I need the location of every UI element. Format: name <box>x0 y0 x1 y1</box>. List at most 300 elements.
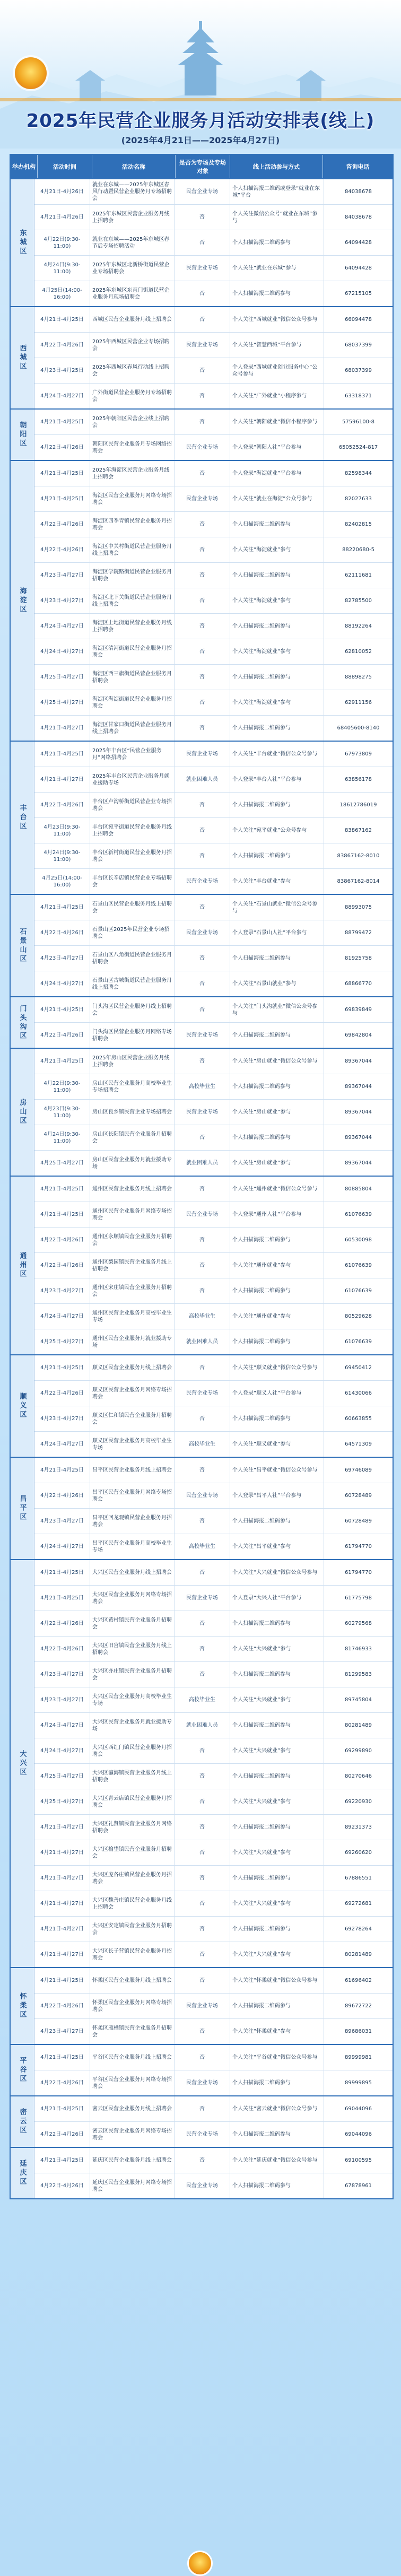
table-row <box>34 664 393 690</box>
event-time: 4月23日-4月27日 <box>34 2019 90 2044</box>
event-name: 就业在东城——2025年东城区春节后专场招聘活动 <box>90 230 175 255</box>
target-group: 否 <box>175 230 230 255</box>
event-time: 4月22日-4月26日 <box>34 2122 90 2147</box>
event-name: 房山区民营企业服务月就业援助专场 <box>90 1151 175 1176</box>
target-group: 否 <box>175 1125 230 1150</box>
event-time: 4月21日-4月25日 <box>34 1355 90 1380</box>
table-row <box>34 461 393 486</box>
contact-phone: 68037399 <box>345 368 372 373</box>
table-row <box>34 1380 393 1406</box>
event-name: 延庆区民营企业服务月网络专场招聘会 <box>90 2173 175 2198</box>
event-name: 海淀区清河街道民营企业服务月招聘会 <box>90 639 175 664</box>
event-name: 丰台区宛平街道民营企业服务月线上招聘会 <box>90 818 175 843</box>
event-name: 密云区民营企业服务月线上招聘会 <box>90 2096 175 2121</box>
event-name: 海淀区海淀街道民营企业服务月招聘会 <box>90 690 175 715</box>
contact-phone: 82027633 <box>345 496 372 502</box>
contact-phone: 88898275 <box>345 674 372 680</box>
participation-method: 个人关注微信公众号“就业在东城”参与 <box>230 205 324 230</box>
event-time: 4月25日-4月27日 <box>34 1764 90 1789</box>
event-name: 大兴区榆垡镇民营企业服务月招聘会 <box>90 1840 175 1865</box>
event-time: 4月24日-4月27日 <box>34 384 90 408</box>
contact-phone: 61696402 <box>345 1978 372 1983</box>
event-time: 4月24日-4月27日 <box>34 1432 90 1457</box>
event-name: 石景山区古城街道民营企业服务月线上招聘会 <box>90 971 175 996</box>
contact-phone: 61076639 <box>345 1288 372 1294</box>
event-name: 海淀区学院路街道民营企业服务月招聘会 <box>90 563 175 588</box>
event-name: 石景山区2025年民营企业专场招聘会 <box>90 920 175 945</box>
participation-method: 个人扫描海报二维码参与 <box>230 1713 324 1738</box>
target-group: 否 <box>175 716 230 741</box>
table-row <box>34 1942 393 1967</box>
table-row <box>34 588 393 613</box>
district-group <box>11 1354 393 1457</box>
contact-phone: 18612786019 <box>339 802 377 808</box>
header-time: 活动时间 <box>38 155 92 178</box>
hero-banner <box>0 0 401 149</box>
participation-method: 个人关注“顺义就业”参与 <box>230 1432 324 1457</box>
target-group: 否 <box>175 690 230 715</box>
event-time: 4月22日-4月26日 <box>34 1228 90 1252</box>
participation-method: 个人扫描海报二维码参与 <box>230 1866 324 1891</box>
table-row <box>34 997 393 1022</box>
district-group <box>11 2147 393 2198</box>
event-time: 4月24日-4月27日 <box>34 1304 90 1329</box>
participation-method: 个人扫描海报二维码参与 <box>230 230 324 255</box>
event-name: 大兴区黄村镇民营企业服务月招聘会 <box>90 1611 175 1636</box>
target-group: 否 <box>175 1662 230 1687</box>
event-time: 4月22日-4月26日 <box>34 1611 90 1636</box>
target-group: 就业困难人员 <box>175 1329 230 1354</box>
contact-phone: 89672722 <box>345 2003 372 2009</box>
event-time: 4月21日-4月25日 <box>34 1202 90 1227</box>
table-row <box>34 1355 393 1380</box>
participation-method: 个人关注“房山就业”微信公众号参与 <box>230 1049 324 1074</box>
event-name: 大兴区民营企业服务月网络专场招聘会 <box>90 1586 175 1611</box>
target-group: 民营企业专场 <box>175 920 230 945</box>
event-time: 4月23日(9:30-11:00) <box>34 1100 90 1125</box>
participation-method: 个人登录“大兴人社”平台参与 <box>230 1586 324 1611</box>
target-group: 民营企业专场 <box>175 1381 230 1406</box>
event-name: 就业在东城——2025年东城区春风行动暨民营企业服务月专场招聘会 <box>90 179 175 204</box>
contact-phone: 83867162 <box>345 828 372 833</box>
participation-method: 个人扫描海报二维码或登录“就业在东城”平台 <box>230 179 324 204</box>
table-row <box>34 1636 393 1661</box>
event-time: 4月23日-4月27日 <box>34 563 90 588</box>
contact-phone: 80885804 <box>345 1186 372 1192</box>
table-body <box>11 178 393 2198</box>
contact-phone: 89367044 <box>345 1109 372 1115</box>
event-time: 4月23日-4月27日 <box>34 1278 90 1303</box>
event-name: 大兴区民营企业服务月就业援助专场 <box>90 1713 175 1738</box>
event-name: 海淀区甘家口街道民营企业服务月线上招聘会 <box>90 716 175 741</box>
participation-method: 个人扫描海报二维码参与 <box>230 1125 324 1150</box>
target-group: 否 <box>175 384 230 408</box>
event-time: 4月23日-4月27日 <box>34 1687 90 1712</box>
contact-phone: 89367044 <box>345 1160 372 1166</box>
district-group <box>11 1559 393 1967</box>
event-name: 延庆区民营企业服务月线上招聘会 <box>90 2148 175 2173</box>
district-name: 平谷区 <box>11 2045 34 2095</box>
event-name: 2025年海淀区民营企业服务月线上招聘会 <box>90 461 175 486</box>
event-name: 2025年西城区民营企业专场招聘会 <box>90 333 175 358</box>
contact-phone: 81299583 <box>345 1672 372 1677</box>
district-name: 石景山区 <box>11 895 34 996</box>
event-time: 4月21日-4月25日 <box>34 2096 90 2121</box>
participation-method: 个人关注“海淀就业”参与 <box>230 537 324 562</box>
participation-method: 个人关注“大兴就业”参与 <box>230 1637 324 1661</box>
organizer-logo-icon <box>15 57 47 89</box>
participation-method: 个人关注“昌平就业”微信公众号参与 <box>230 1458 324 1483</box>
participation-method: 个人扫描海报二维码参与 <box>230 665 324 690</box>
contact-phone: 64094428 <box>345 240 372 246</box>
event-time: 4月21日-4月25日 <box>34 1968 90 1993</box>
target-group: 否 <box>175 1355 230 1380</box>
event-name: 大兴区旧宫镇民营企业服务月线上招聘会 <box>90 1637 175 1661</box>
participation-method: 个人关注“石景山就业”微信公众号参与 <box>230 895 324 920</box>
district-name: 海淀区 <box>11 461 34 741</box>
district-group <box>11 1048 393 1176</box>
event-name: 顺义区民营企业服务月网络专场招聘会 <box>90 1381 175 1406</box>
target-group: 民营企业专场 <box>175 2070 230 2095</box>
participation-method: 个人关注“顺义就业”微信公众号参与 <box>230 1355 324 1380</box>
contact-phone: 89745804 <box>345 1697 372 1703</box>
date-range-subtitle: (2025年4月21日——2025年4月27日) <box>121 135 280 145</box>
table-row <box>34 383 393 408</box>
participation-method: 个人扫描海报二维码参与 <box>230 2173 324 2198</box>
contact-phone: 61794770 <box>345 1544 372 1550</box>
table-row <box>34 2045 393 2070</box>
event-time: 4月22日-4月26日 <box>34 1994 90 2018</box>
event-name: 怀柔区民营企业服务月网络专场招聘会 <box>90 1994 175 2018</box>
target-group: 否 <box>175 1891 230 1916</box>
contact-phone: 60728489 <box>345 1493 372 1499</box>
target-group: 高校毕业生 <box>175 1534 230 1559</box>
event-time: 4月21日-4月25日 <box>34 1458 90 1483</box>
table-row <box>34 1968 393 1993</box>
table-row <box>34 1431 393 1457</box>
event-time: 4月21日-4月25日 <box>34 1177 90 1202</box>
table-row <box>34 511 393 537</box>
event-name: 大兴区亦庄镇民营企业服务月招聘会 <box>90 1662 175 1687</box>
event-time: 4月22日-4月26日 <box>34 793 90 817</box>
participation-method: 个人扫描海报二维码参与 <box>230 614 324 639</box>
event-time: 4月25日-4月27日 <box>34 1329 90 1354</box>
target-group: 民营企业专场 <box>175 742 230 767</box>
target-group: 否 <box>175 639 230 664</box>
event-name: 2025年东城区北新桥街道民营企业专场招聘会 <box>90 256 175 281</box>
event-time: 4月24日-4月27日 <box>34 1713 90 1738</box>
participation-method: 个人扫描海报二维码参与 <box>230 1278 324 1303</box>
target-group: 就业困难人员 <box>175 767 230 792</box>
participation-method: 个人登录“海淀就业”平台参与 <box>230 461 324 486</box>
event-time: 4月22日-4月26日 <box>34 1253 90 1278</box>
table-row <box>34 2070 393 2095</box>
table-row <box>34 1202 393 1227</box>
table-row <box>34 1789 393 1814</box>
table-row <box>34 1508 393 1534</box>
event-name: 通州区民营企业服务月高校毕业生专场 <box>90 1304 175 1329</box>
event-time: 4月22日-4月26日 <box>34 1483 90 1508</box>
contact-phone: 62810052 <box>345 649 372 655</box>
target-group: 否 <box>175 818 230 843</box>
event-name: 丰台区新村街道民营企业服务月招聘会 <box>90 843 175 868</box>
event-time: 4月21日-4月26日 <box>34 179 90 204</box>
event-name: 通州区民营企业服务月线上招聘会 <box>90 1177 175 1202</box>
contact-phone: 89686031 <box>345 2029 372 2034</box>
target-group: 否 <box>175 410 230 434</box>
target-group: 否 <box>175 307 230 332</box>
target-group: 否 <box>175 2045 230 2070</box>
target-group: 否 <box>175 997 230 1022</box>
participation-method: 个人登录“西城就业创业服务中心”公众号参与 <box>230 358 324 383</box>
target-group: 否 <box>175 1637 230 1661</box>
event-time: 4月25日-4月27日 <box>34 690 90 715</box>
participation-method: 个人扫描海报二维码参与 <box>230 1074 324 1099</box>
district-group <box>11 1176 393 1354</box>
participation-method: 个人登录“丰台人社”平台参与 <box>230 767 324 792</box>
contact-phone: 84038678 <box>345 189 372 195</box>
table-row <box>34 1585 393 1611</box>
table-row <box>34 1993 393 2018</box>
event-time: 4月23日-4月25日 <box>34 358 90 383</box>
target-group: 否 <box>175 665 230 690</box>
event-time: 4月21日-4月26日 <box>34 205 90 230</box>
table-row <box>34 358 393 383</box>
event-name: 昌平区回龙观镇民营企业服务月招聘会 <box>90 1509 175 1534</box>
target-group: 民营企业专场 <box>175 2173 230 2198</box>
contact-phone: 63856178 <box>345 777 372 782</box>
contact-phone: 69260620 <box>345 1850 372 1856</box>
table-row <box>34 562 393 588</box>
participation-method: 个人关注“丰台就业”参与 <box>230 869 324 894</box>
event-time: 4月22日-4月26日 <box>34 1023 90 1048</box>
contact-phone: 67973809 <box>345 751 372 757</box>
participation-method: 个人关注“海淀就业”参与 <box>230 690 324 715</box>
participation-method: 个人扫描海报二维码参与 <box>230 1662 324 1687</box>
participation-method: 个人扫描海报二维码参与 <box>230 563 324 588</box>
target-group: 民营企业专场 <box>175 179 230 204</box>
event-time: 4月22日-4月26日 <box>34 537 90 562</box>
participation-method: 个人关注“大兴就业”参与 <box>230 1891 324 1916</box>
event-name: 通州区永顺镇民营企业服务月招聘会 <box>90 1228 175 1252</box>
table-row <box>34 1458 393 1483</box>
table-row <box>34 1150 393 1176</box>
event-name: 海淀区西三旗街道民营企业服务月招聘会 <box>90 665 175 690</box>
participation-method: 个人扫描海报二维码参与 <box>230 1764 324 1789</box>
header-phone: 咨询电话 <box>346 163 370 170</box>
target-group: 民营企业专场 <box>175 2122 230 2147</box>
event-name: 门头沟区民营企业服务月网络专场招聘会 <box>90 1023 175 1048</box>
participation-method: 个人扫描海报二维码参与 <box>230 1023 324 1048</box>
event-name: 顺义区仁和镇民营企业服务月招聘会 <box>90 1406 175 1431</box>
district-group <box>11 741 393 894</box>
event-time: 4月22日-4月26日 <box>34 333 90 358</box>
target-group: 否 <box>175 512 230 537</box>
district-name: 通州区 <box>11 1177 34 1354</box>
contact-phone: 83867162-8010 <box>337 853 380 859</box>
event-name: 大兴区庞各庄镇民营企业服务月招聘会 <box>90 1866 175 1891</box>
target-group: 否 <box>175 205 230 230</box>
participation-method: 个人关注“宛平就业”公众号参与 <box>230 818 324 843</box>
event-time: 4月21日-4月27日 <box>34 716 90 741</box>
target-group: 否 <box>175 1789 230 1814</box>
event-time: 4月24日-4月27日 <box>34 614 90 639</box>
table-row <box>34 1278 393 1303</box>
event-name: 密云区民营企业服务月网络专场招聘会 <box>90 2122 175 2147</box>
table-row <box>34 690 393 715</box>
event-name: 平谷区民营企业服务月网络专场招聘会 <box>90 2070 175 2095</box>
table-row <box>34 255 393 281</box>
table-row <box>34 895 393 920</box>
target-group: 否 <box>175 1764 230 1789</box>
contact-phone: 60663855 <box>345 1416 372 1422</box>
district-group <box>11 306 393 408</box>
event-name: 顺义区民营企业服务月线上招聘会 <box>90 1355 175 1380</box>
table-row <box>34 1763 393 1789</box>
contact-phone: 81746933 <box>345 1646 372 1652</box>
district-name: 怀柔区 <box>11 1968 34 2044</box>
contact-phone: 80281489 <box>345 1722 372 1728</box>
contact-phone: 61430066 <box>345 1390 372 1396</box>
target-group: 民营企业专场 <box>175 1100 230 1125</box>
target-group: 否 <box>175 1738 230 1763</box>
district-group <box>11 894 393 996</box>
district-group <box>11 2095 393 2147</box>
event-time: 4月25日(14:00-16:00) <box>34 869 90 894</box>
event-time: 4月24日-4月27日 <box>34 1738 90 1763</box>
contact-phone: 88192264 <box>345 623 372 629</box>
table-row <box>34 281 393 306</box>
target-group: 否 <box>175 1177 230 1202</box>
event-time: 4月21日-4月27日 <box>34 1917 90 1942</box>
participation-method: 个人关注“通州就业”微信公众号参与 <box>230 1177 324 1202</box>
contact-phone: 88993075 <box>345 904 372 910</box>
event-time: 4月21日-4月27日 <box>34 1815 90 1840</box>
contact-phone: 67215105 <box>345 291 372 297</box>
participation-method: 个人关注“房山就业”参与 <box>230 1100 324 1125</box>
event-time: 4月21日-4月27日 <box>34 767 90 792</box>
contact-phone: 64571309 <box>345 1441 372 1447</box>
contact-phone: 69278264 <box>345 1926 372 1932</box>
contact-phone: 65052524-817 <box>338 445 378 450</box>
district-name: 延庆区 <box>11 2148 34 2198</box>
table-row <box>34 1840 393 1865</box>
contact-phone: 60279568 <box>345 1621 372 1626</box>
event-time: 4月25日-4月27日 <box>34 1151 90 1176</box>
schedule-table <box>10 154 394 2199</box>
event-name: 平谷区民营企业服务月线上招聘会 <box>90 2045 175 2070</box>
event-name: 大兴区魏善庄镇民营企业服务月线上招聘会 <box>90 1891 175 1916</box>
district-group <box>11 1967 393 2044</box>
table-row <box>34 1329 393 1354</box>
table-row <box>34 843 393 868</box>
contact-phone: 89231373 <box>345 1824 372 1830</box>
table-row <box>34 434 393 460</box>
participation-method: 个人关注“通州就业”参与 <box>230 1304 324 1329</box>
event-time: 4月24日-4月27日 <box>34 1534 90 1559</box>
event-name: 怀柔区民营企业服务月线上招聘会 <box>90 1968 175 1993</box>
contact-phone: 80281489 <box>345 1952 372 1957</box>
participation-method: 个人关注“朝阳就业”微信小程序参与 <box>230 410 324 434</box>
table-row <box>34 1534 393 1559</box>
target-group: 否 <box>175 2148 230 2173</box>
contact-phone: 68405600-8140 <box>337 725 380 731</box>
event-name: 海淀区上地街道民营企业服务月线上招聘会 <box>90 614 175 639</box>
event-time: 4月23日-4月27日 <box>34 1509 90 1534</box>
district-name: 丰台区 <box>11 742 34 894</box>
target-group: 否 <box>175 614 230 639</box>
event-name: 昌平区民营企业服务月网络专场招聘会 <box>90 1483 175 1508</box>
contact-phone: 60728489 <box>345 1518 372 1524</box>
event-name: 大兴区青云店镇民营企业服务月招聘会 <box>90 1789 175 1814</box>
target-group: 民营企业专场 <box>175 1202 230 1227</box>
participation-method: 个人关注“智慧西城”平台参与 <box>230 333 324 358</box>
event-name: 大兴区民营企业服务月高校毕业生专场 <box>90 1687 175 1712</box>
event-time: 4月21日-4月25日 <box>34 307 90 332</box>
participation-method: 个人关注“石景山就业”参与 <box>230 971 324 996</box>
table-row <box>34 1483 393 1508</box>
district-name: 西城区 <box>11 307 34 408</box>
table-row <box>34 1406 393 1431</box>
event-time: 4月21日-4月25日 <box>34 895 90 920</box>
table-row <box>34 767 393 792</box>
contact-phone: 82785500 <box>345 598 372 604</box>
district-group <box>11 460 393 741</box>
contact-phone: 61076639 <box>345 1339 372 1345</box>
participation-method: 个人扫描海报二维码参与 <box>230 512 324 537</box>
contact-phone: 69100595 <box>345 2157 372 2163</box>
contact-phone: 80529628 <box>345 1313 372 1319</box>
participation-method: 个人关注“怀柔就业”微信公众号参与 <box>230 1968 324 1993</box>
event-name: 2025年东城区民营企业服务月线上招聘会 <box>90 205 175 230</box>
participation-method: 个人关注“大兴就业”参与 <box>230 1840 324 1865</box>
target-group: 民营企业专场 <box>175 435 230 460</box>
table-row <box>34 410 393 434</box>
participation-method: 个人扫描海报二维码参与 <box>230 1994 324 2018</box>
contact-phone: 67878961 <box>345 2183 372 2189</box>
table-row <box>34 945 393 971</box>
target-group: 否 <box>175 1253 230 1278</box>
event-name: 通州区宋庄镇民营企业服务月招聘会 <box>90 1278 175 1303</box>
contact-phone: 89367044 <box>345 1084 372 1090</box>
participation-method: 个人关注“就业在海淀”公众号参与 <box>230 486 324 511</box>
table-row <box>34 1712 393 1738</box>
event-time: 4月21日-4月25日 <box>34 1560 90 1585</box>
contact-phone: 89367044 <box>345 1058 372 1064</box>
participation-method: 个人关注“丰台就业”微信公众号参与 <box>230 742 324 767</box>
event-name: 石景山区八角街道民营企业服务月招聘会 <box>90 946 175 971</box>
event-time: 4月23日-4月27日 <box>34 1406 90 1431</box>
participation-method: 个人关注“怀柔就业”参与 <box>230 2019 324 2044</box>
participation-method: 个人关注“房山就业”参与 <box>230 1151 324 1176</box>
target-group: 否 <box>175 537 230 562</box>
table-row <box>34 1099 393 1125</box>
event-name: 海淀区民营企业服务月网络专场招聘会 <box>90 486 175 511</box>
event-time: 4月22日-4月26日 <box>34 2173 90 2198</box>
target-group: 否 <box>175 1560 230 1585</box>
event-name: 通州区民营企业服务月网络专场招聘会 <box>90 1202 175 1227</box>
district-name: 东城区 <box>11 179 34 306</box>
event-time: 4月21日-4月25日 <box>34 742 90 767</box>
event-name: 大兴区西红门镇民营企业服务月招聘会 <box>90 1738 175 1763</box>
event-time: 4月22日-4月26日 <box>34 920 90 945</box>
target-group: 否 <box>175 1228 230 1252</box>
table-row <box>34 1049 393 1074</box>
table-row <box>34 817 393 843</box>
target-group: 民营企业专场 <box>175 1586 230 1611</box>
contact-phone: 69839849 <box>345 1007 372 1013</box>
participation-method: 个人扫描海报二维码参与 <box>230 716 324 741</box>
